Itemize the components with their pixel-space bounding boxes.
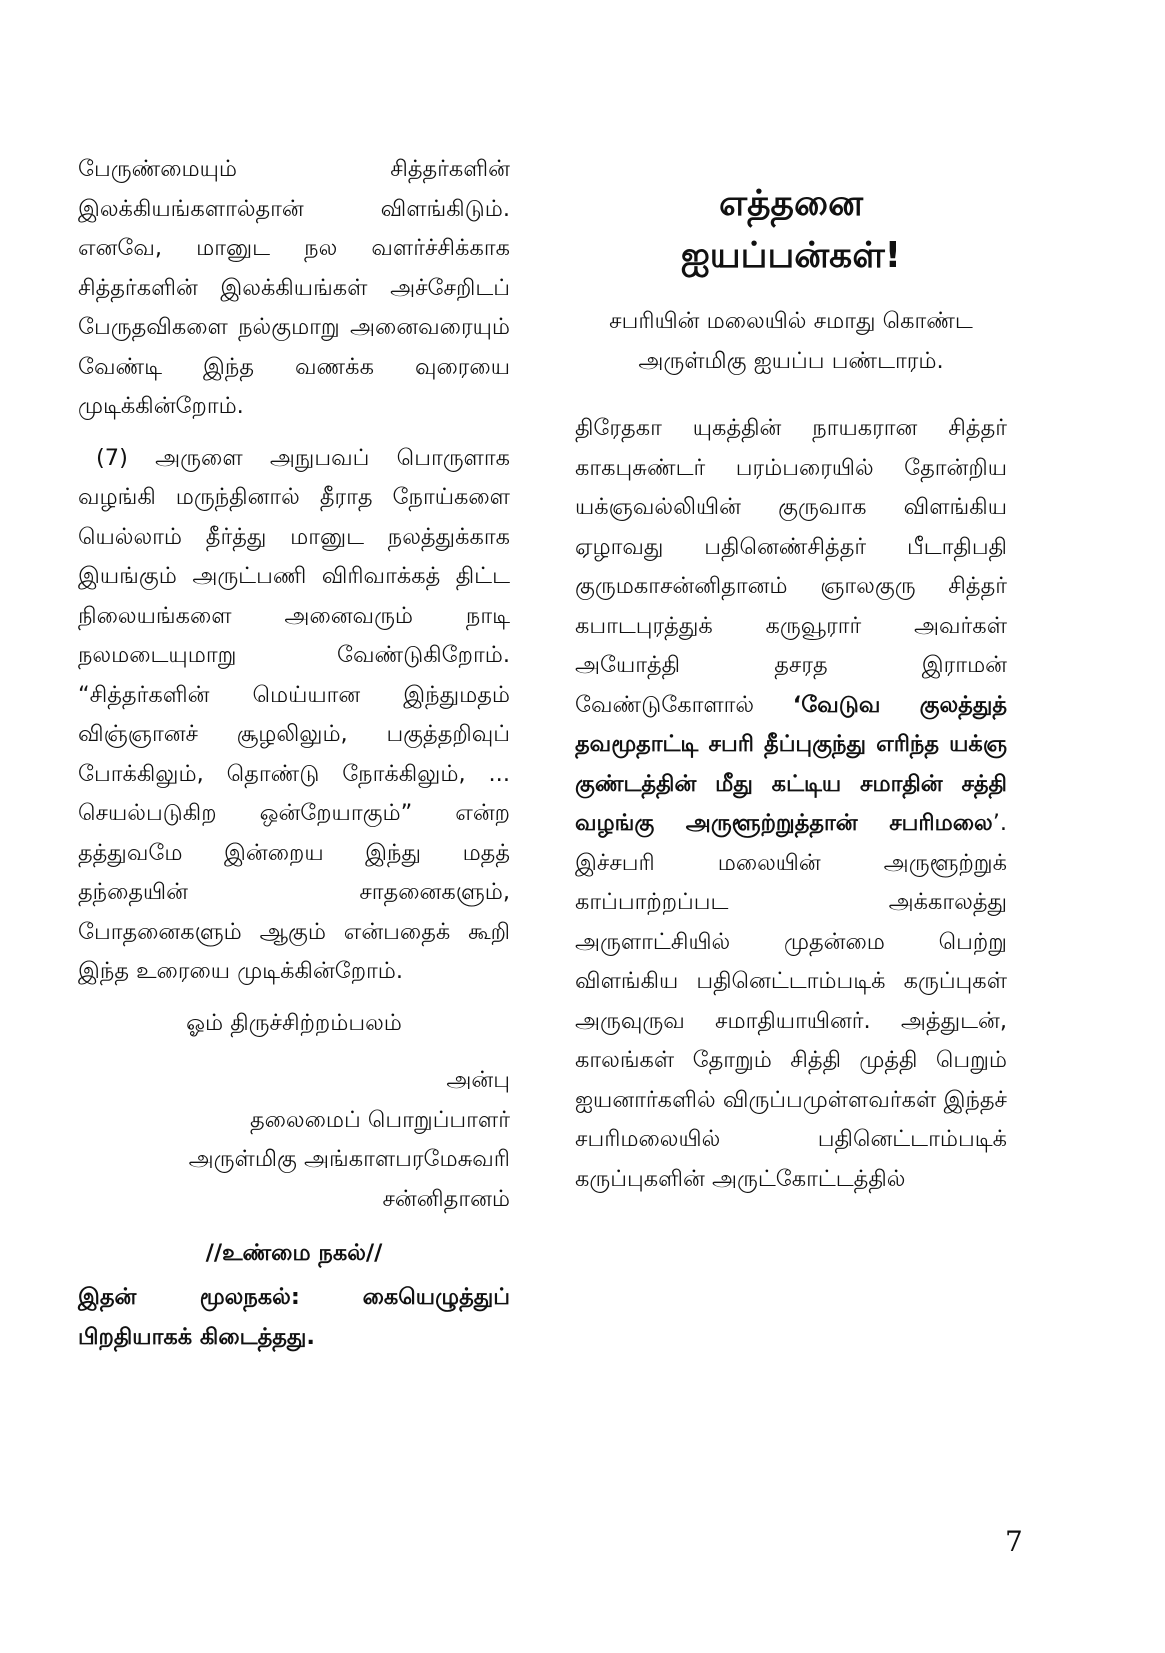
article-body-bold: ‘வேடுவ குலத்துத் தவமூதாட்டி சபரி தீப்புகுந்து எரிந்த யக்ஞ குண்டத்தின் மீது கட்டிய சமாதின் சத்தி வழங்கு அருளூற்றுத்தான் சபரிமலை [575, 691, 1008, 836]
article-title [575, 178, 1007, 282]
signatory-title: சன்னிதானம் [382, 1185, 510, 1212]
paragraph-continued: பேருண்மையும் சித்தர்களின் இலக்கியங்களால்தான் விளங்கிடும். எனவே, மானுட நல வளர்ச்சிக்காக சித்தர்களின் இலக்கியங்கள் அச்சேறிடப் பேருதவிகளை நல்குமாறு அனைவரையும் வேண்டி இந்த வணக்க வுரையை முடிக்கின்றோம். [78, 156, 510, 419]
source-note-text: கையெழுத்துப் பிறதியாகக் கிடைத்தது. [78, 1284, 510, 1350]
right-column [575, 150, 1007, 1211]
paragraph-item-7 [78, 439, 510, 992]
page-number: 7 [1005, 1525, 1023, 1558]
signatory-name: அருள்மிகு அங்காளபரமேசுவரி [188, 1146, 510, 1172]
article-body-intro: திரேதகா யுகத்தின் நாயகரான சித்தர் காகபுசுண்டர் பரம்பரையில் தோன்றிய யக்ஞவல்லியின் குருவாக விளங்கிய ஏழாவது பதினெண்சித்தர் பீடாதிபதி குருமகாசன்னிதானம் ஞாலகுரு சித்தர் கபாடபுரத்துக் கருவூரார் அவர்கள் அயோத்தி தசரத இராமன் வேண்டுகோளால் [575, 415, 1007, 718]
source-note [78, 1277, 510, 1357]
article-title-line-1: எத்தனை [719, 183, 863, 224]
article-body-rest: ’. இச்சபரி மலையின் அருளூற்றுக் காப்பாற்றப்பட அக்காலத்து அருளாட்சியில் முதன்மை பெற்று விளங்கிய பதினெட்டாம்படிக் கருப்புகள் அருவுருவ சமாதியாயினர். அத்துடன், காலங்கள் தோறும் சித்தி முத்தி பெறும் ஐயனார்களில் விருப்பமுள்ளவர்கள் இந்தச் சபரிமலையில் பதினெட்டாம்படிக் கருப்புகளின் அருட்கோட்டத்தில் [575, 810, 1007, 1192]
left-column [78, 150, 510, 1357]
signatory-role: தலைமைப் பொறுப்பாளர் [249, 1106, 510, 1133]
closing-invocation: ஓம் திருச்சிற்றம்பலம் [186, 1009, 402, 1036]
article-body [575, 409, 1007, 1199]
sign-off: அன்பு [446, 1067, 510, 1093]
article-subtitle: சபரியின் மலையில் சமாது கொண்ட அருள்மிகு ஐயப்ப பண்டாரம். [609, 308, 973, 374]
paragraph-item-7-text: (7) அருளை அநுபவப் பொருளாக வழங்கி மருந்தினால் தீராத நோய்களை யெல்லாம் தீர்த்து மானுட நலத்துக்காக இயங்கும் அருட்பணி விரிவாக்கத் திட்ட நிலையங்களை அனைவரும் நாடி நலமடையுமாறு வேண்டுகிறோம். “சித்தர்களின் மெய்யான இந்துமதம் விஞ்ஞானச் சூழலிலும், பகுத்தறிவுப் போக்கிலும், தொண்டு நோக்கிலும், ... செயல்படுகிற ஒன்றேயாகும்” என்ற தத்துவமே இன்றைய இந்து மதத் தந்தையின் சாதனைகளும், போதனைகளும் ஆகும் என்பதைக் கூறி இந்த உரையை முடிக்கின்றோம். [78, 444, 510, 984]
article-title-line-2: ஐயப்பன்கள்! [680, 235, 902, 276]
true-copy-note-title: //உண்மை நகல்// [205, 1240, 383, 1266]
source-note-label: இதன் மூலநகல்: [78, 1284, 300, 1310]
